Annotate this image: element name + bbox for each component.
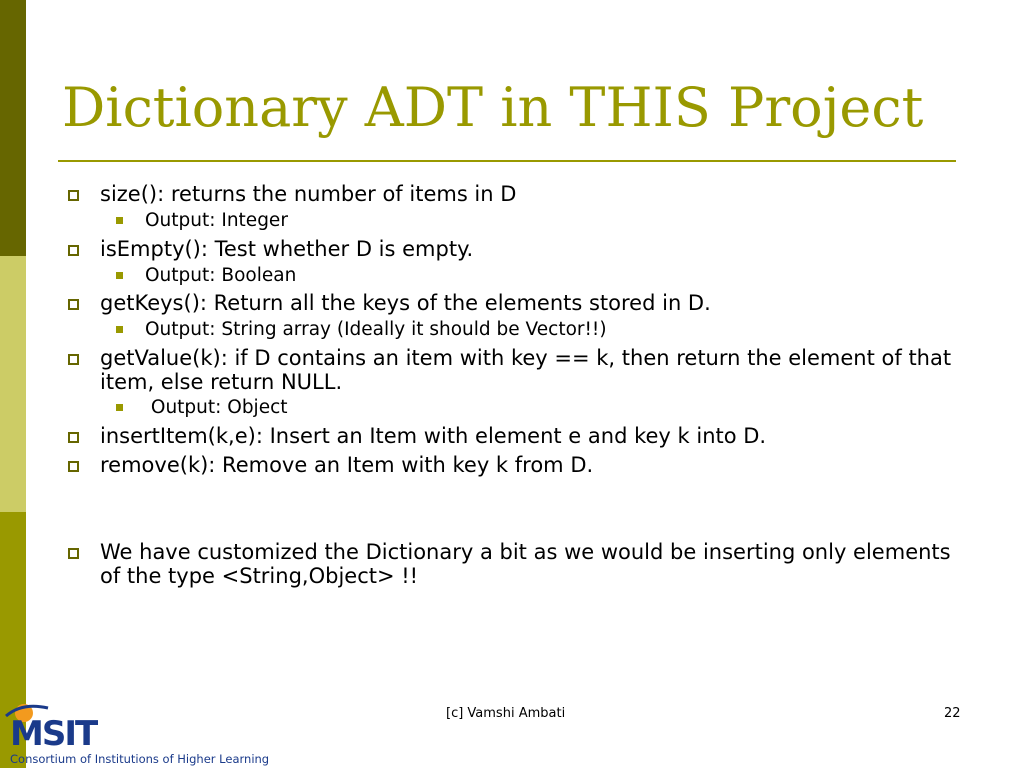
bullet-text: getKeys(): Return all the keys of the elements stored in D. (100, 291, 711, 315)
filled-square-bullet-icon (116, 326, 123, 333)
slide-title: Dictionary ADT in THIS Project (62, 76, 924, 139)
bullet-item-getkeys (100, 291, 960, 315)
sub-bullet-isempty-output (145, 265, 945, 287)
hollow-square-bullet-icon (68, 190, 79, 201)
sub-bullet-text: Output: Object (145, 397, 288, 418)
bullet-text: size(): returns the number of items in D (100, 182, 517, 206)
page-number: 22 (944, 706, 961, 721)
bullet-text: We have customized the Dictionary a bit as we would be inserting only elements of the type <String,Object> !! (100, 540, 951, 588)
bullet-text: isEmpty(): Test whether D is empty. (100, 237, 474, 261)
msit-logo (4, 700, 284, 768)
filled-square-bullet-icon (116, 404, 123, 411)
hollow-square-bullet-icon (68, 245, 79, 256)
hollow-square-bullet-icon (68, 299, 79, 310)
sub-bullet-text: Output: Integer (145, 210, 288, 231)
sub-bullet-size-output (145, 210, 945, 232)
bullet-text: insertItem(k,e): Insert an Item with element e and key k into D. (100, 424, 767, 448)
bullet-item-insertitem (100, 424, 960, 448)
bullet-item-isempty (100, 237, 960, 261)
filled-square-bullet-icon (116, 217, 123, 224)
bullet-item-remove (100, 453, 960, 477)
sub-bullet-text: Output: String array (Ideally it should be Vector!!) (145, 319, 607, 340)
sub-bullet-text: Output: Boolean (145, 265, 297, 286)
sub-bullet-getkeys-output (145, 319, 945, 341)
sub-bullet-getvalue-output (145, 397, 945, 419)
bullet-text: remove(k): Remove an Item with key k from D. (100, 453, 594, 477)
hollow-square-bullet-icon (68, 461, 79, 472)
hollow-square-bullet-icon (68, 548, 79, 559)
logo-tagline: Consortium of Institutions of Higher Learning (10, 752, 270, 766)
filled-square-bullet-icon (116, 272, 123, 279)
bullet-item-size (100, 182, 960, 206)
logo-wordmark: MSIT (10, 714, 97, 754)
bullet-text: getValue(k): if D contains an item with key == k, then return the element of that item, else return NULL. (100, 346, 952, 394)
bullet-item-customized-note (100, 540, 960, 588)
bullet-item-getvalue (100, 346, 960, 394)
hollow-square-bullet-icon (68, 432, 79, 443)
footer-copyright: [c] Vamshi Ambati (446, 706, 566, 721)
hollow-square-bullet-icon (68, 354, 79, 365)
